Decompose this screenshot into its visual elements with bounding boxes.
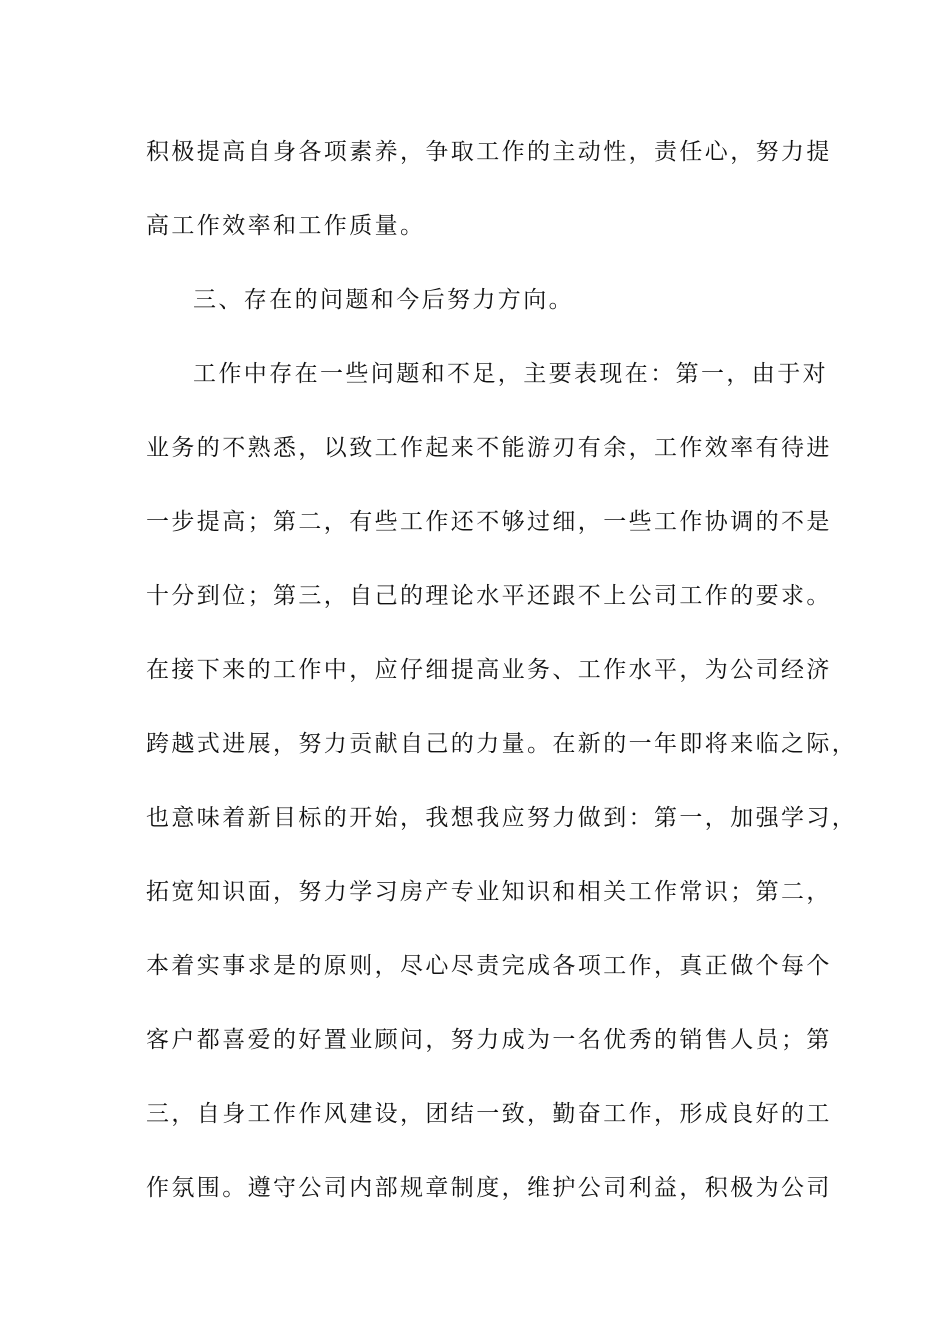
text-line: 在接下来的工作中，应仔细提高业务、工作水平，为公司经济 bbox=[146, 657, 832, 683]
text-line: 拓宽知识面，努力学习房产专业知识和相关工作常识；第二， bbox=[146, 879, 832, 905]
text-line: 业务的不熟悉，以致工作起来不能游刃有余，工作效率有待进 bbox=[146, 435, 832, 461]
text-line: 跨越式进展，努力贡献自己的力量。在新的一年即将来临之际， bbox=[146, 731, 858, 757]
text-line: 客户都喜爱的好置业顾问，努力成为一名优秀的销售人员；第 bbox=[146, 1027, 832, 1053]
text-line: 积极提高自身各项素养，争取工作的主动性，责任心，努力提 bbox=[146, 139, 832, 165]
text-line: 十分到位；第三，自己的理论水平还跟不上公司工作的要求。 bbox=[146, 583, 832, 609]
section-heading: 三、存在的问题和今后努力方向。 bbox=[193, 287, 574, 313]
text-line: 工作中存在一些问题和不足，主要表现在：第一，由于对 bbox=[193, 361, 828, 387]
text-line: 一步提高；第二，有些工作还不够过细，一些工作协调的不是 bbox=[146, 509, 832, 535]
text-line: 本着实事求是的原则，尽心尽责完成各项工作，真正做个每个 bbox=[146, 953, 832, 979]
text-line: 高工作效率和工作质量。 bbox=[146, 213, 426, 239]
text-line: 也意味着新目标的开始，我想我应努力做到：第一，加强学习， bbox=[146, 805, 858, 831]
text-line: 三，自身工作作风建设，团结一致，勤奋工作，形成良好的工 bbox=[146, 1101, 832, 1127]
text-line: 作氛围。遵守公司内部规章制度，维护公司利益，积极为公司 bbox=[146, 1175, 832, 1201]
